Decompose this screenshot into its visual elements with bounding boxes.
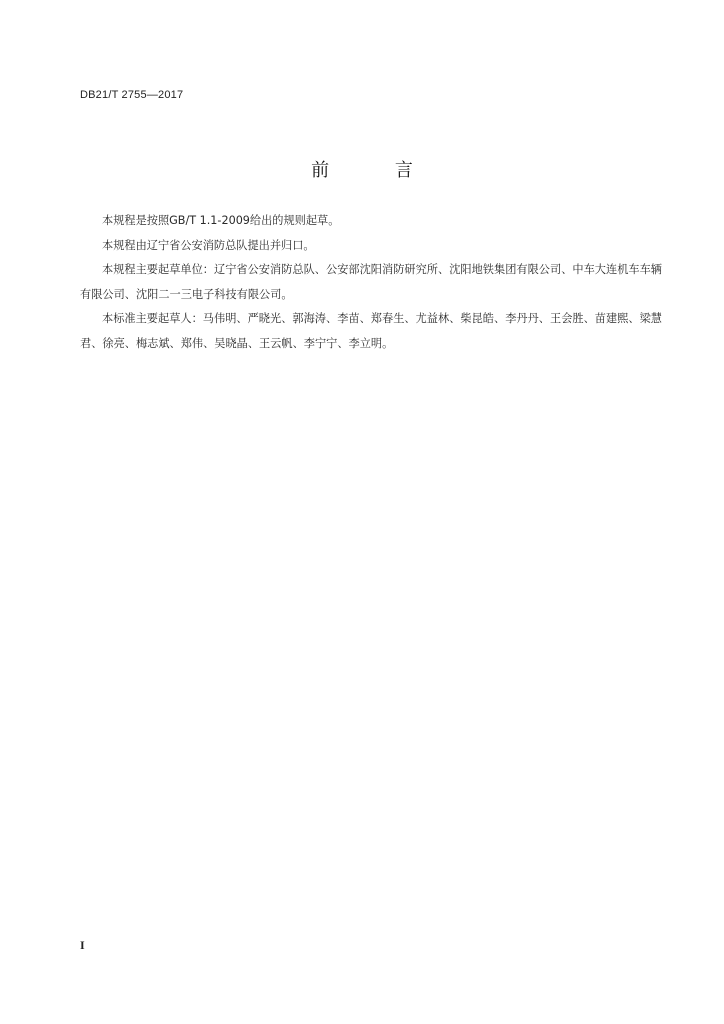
foreword-body — [80, 209, 662, 356]
standard-code: DB21/T 2755—2017 — [80, 89, 184, 101]
paragraph-drafters: 本标准主要起草人：马伟明、严晓光、郭海涛、李苗、郑春生、尤益林、柴昆皓、李丹丹、王会胜、苗建熙、梁慧君、徐亮、梅志斌、郑伟、吴晓晶、王云帆、李宁宁、李立明。 — [80, 312, 662, 350]
page-title: 前 言 — [311, 160, 443, 181]
paragraph-proposer: 本规程由辽宁省公安消防总队提出并归口。 — [102, 238, 315, 252]
page-number: I — [80, 938, 85, 952]
paragraph-drafting-units: 本规程主要起草单位：辽宁省公安消防总队、公安部沈阳消防研究所、沈阳地铁集团有限公司、中车大连机车车辆有限公司、沈阳二一三电子科技有限公司。 — [80, 263, 662, 301]
paragraph-drafting-rules: 本规程是按照GB/T 1.1-2009给出的规则起草。 — [102, 214, 340, 227]
